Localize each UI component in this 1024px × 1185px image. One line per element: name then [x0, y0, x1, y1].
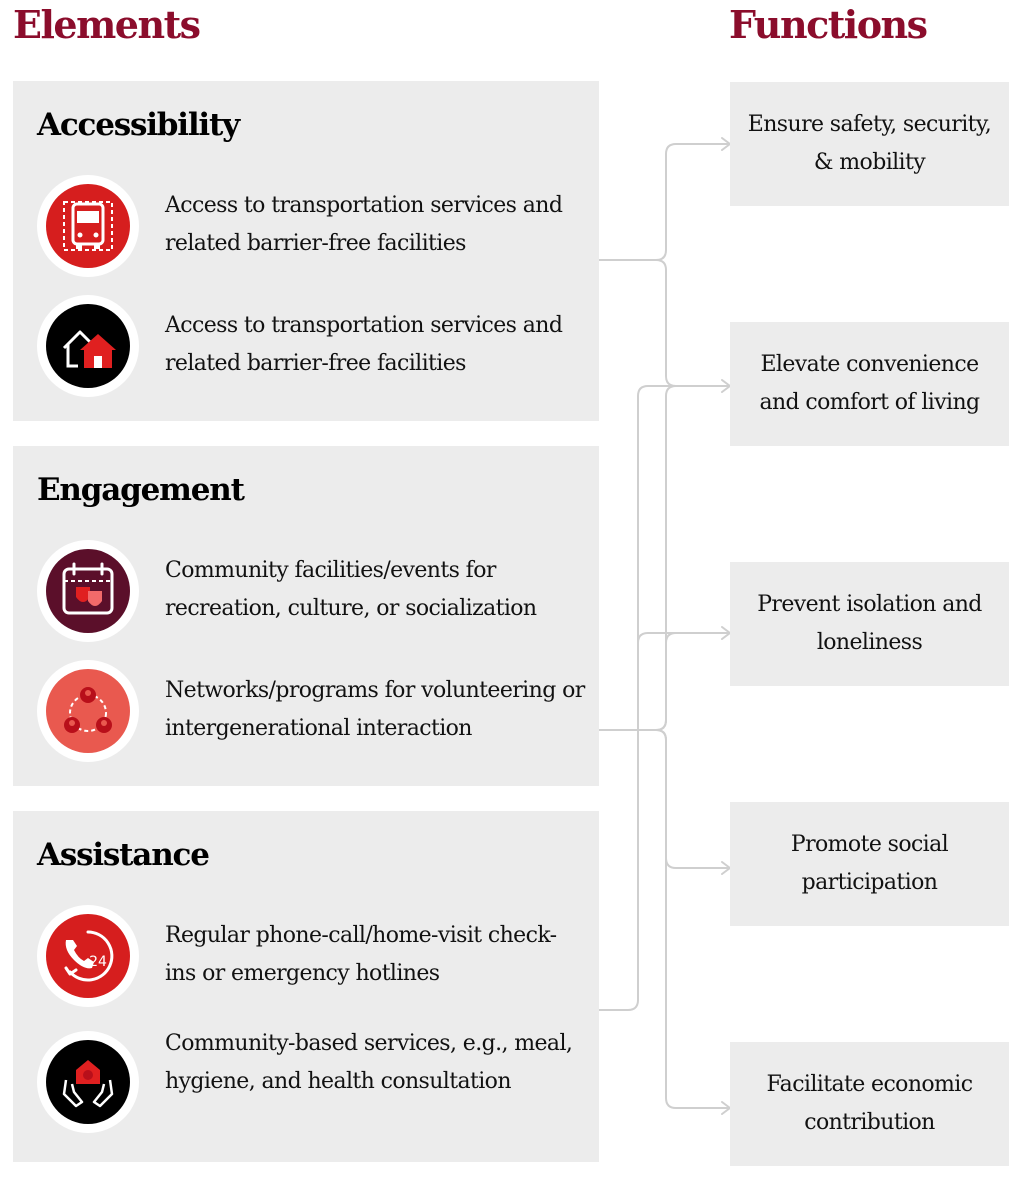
- connector-accessibility-safety: [599, 144, 730, 260]
- functions-heading: Functions: [729, 2, 927, 47]
- element-text: Access to transportation services and related barrier-free facilities: [165, 193, 563, 256]
- connector-engagement-economic: [599, 730, 730, 1108]
- elements-heading: Elements: [13, 2, 200, 47]
- connector-engagement-convenience: [599, 386, 730, 730]
- element-item: [37, 660, 585, 762]
- function-text: Prevent isolation and loneliness: [757, 592, 982, 655]
- house-icon: [37, 295, 139, 397]
- element-text: Community facilities/events for recreation, culture, or socialization: [165, 558, 537, 621]
- element-text: Community-based services, e.g., meal, hygiene, and health consultation: [165, 1031, 573, 1094]
- function-text: Facilitate economic contribution: [766, 1072, 973, 1135]
- function-box-participation: [730, 802, 1009, 926]
- group-accessibility: [13, 81, 599, 421]
- element-item: [37, 905, 577, 1007]
- connector-engagement-isolation: [599, 633, 730, 730]
- calendar-theater-icon: [37, 540, 139, 642]
- group-title: Engagement: [37, 472, 244, 508]
- function-text: Ensure safety, security, & mobility: [747, 112, 992, 175]
- element-item: [37, 540, 577, 642]
- group-title: Accessibility: [37, 107, 239, 143]
- people-network-icon: [37, 660, 139, 762]
- connector-engagement-participation: [599, 730, 730, 868]
- element-item: [37, 175, 577, 277]
- element-text: Networks/programs for volunteering or intergenerational interaction: [165, 678, 585, 741]
- element-item: [37, 1031, 577, 1133]
- group-engagement: [13, 446, 599, 786]
- connector-assistance-isolation: [638, 633, 730, 643]
- function-box-convenience: [730, 322, 1009, 446]
- element-text: Access to transportation services and related barrier-free facilities: [165, 313, 563, 376]
- icon-label-24: 24: [89, 954, 107, 970]
- function-text: Elevate convenience and comfort of living: [759, 352, 980, 415]
- function-text: Promote social participation: [790, 832, 949, 895]
- group-title: Assistance: [37, 837, 209, 873]
- bus-icon: [37, 175, 139, 277]
- connector-assistance-convenience: [599, 386, 730, 1010]
- element-item: [37, 295, 577, 397]
- function-box-safety: [730, 82, 1009, 206]
- element-text: Regular phone-call/home-visit check-ins or emergency hotlines: [165, 923, 557, 986]
- phone-24-icon: [37, 905, 139, 1007]
- connector-accessibility-convenience: [599, 260, 730, 386]
- function-box-isolation: [730, 562, 1009, 686]
- function-box-economic: [730, 1042, 1009, 1166]
- group-assistance: [13, 811, 599, 1162]
- hands-house-icon: [37, 1031, 139, 1133]
